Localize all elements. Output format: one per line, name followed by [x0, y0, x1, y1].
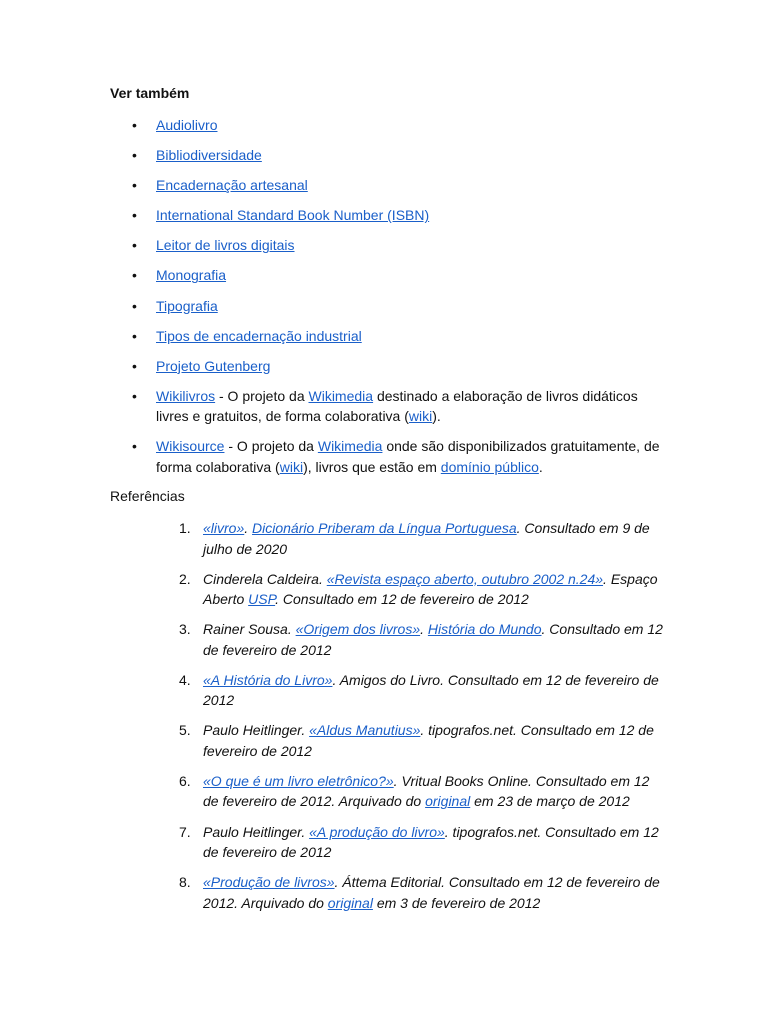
inline-link[interactable]: domínio público — [440, 458, 539, 475]
bullet-icon: • — [132, 207, 137, 224]
reference-item — [179, 670, 663, 711]
see-also-item — [132, 386, 666, 427]
bullet-icon: • — [132, 177, 137, 194]
reference-text: em 3 de fevereiro de 2012 — [372, 894, 541, 911]
see-also-heading: Ver também — [110, 85, 190, 101]
reference-link[interactable]: «O que é um livro eletrônico?» — [203, 772, 394, 789]
reference-number: 3. — [179, 621, 191, 638]
inline-link[interactable]: wiki — [279, 458, 304, 475]
see-also-link[interactable]: Encadernação artesanal — [156, 177, 308, 194]
see-also-link[interactable]: Wikisource — [156, 438, 225, 455]
bullet-icon: • — [132, 117, 137, 133]
reference-link[interactable]: original — [327, 894, 373, 911]
reference-number: 7. — [179, 823, 191, 840]
inline-link[interactable]: Wikimedia — [308, 387, 374, 404]
see-also-item — [132, 115, 666, 136]
reference-text: em 23 de março de 2012 — [470, 793, 630, 810]
see-also-item — [132, 296, 666, 317]
inline-link[interactable]: wiki — [408, 408, 433, 425]
see-also-link[interactable]: Tipografia — [156, 297, 218, 314]
see-also-item — [132, 175, 666, 196]
see-also-item — [132, 205, 666, 226]
item-text: - O projeto da — [224, 438, 318, 455]
reference-text: . Espaço Aberto — [203, 570, 658, 608]
see-also-link[interactable]: International Standard Book Number (ISBN) — [156, 207, 430, 224]
reference-text: . Amigos do Livro. Consultado em 12 de fevereiro de 2012 — [203, 671, 659, 709]
reference-item — [179, 872, 663, 913]
reference-link[interactable]: «livro» — [203, 520, 245, 536]
bullet-icon: • — [132, 327, 137, 344]
reference-text: Paulo Heitlinger. — [203, 722, 310, 739]
reference-item — [179, 569, 663, 610]
item-text: destinado a elaboração de livros didáticos livres e gratuitos, de forma colaborativa ( — [156, 387, 638, 425]
reference-text: . — [420, 621, 428, 638]
reference-text: Cinderela Caldeira. — [203, 570, 327, 587]
reference-item — [179, 518, 663, 559]
see-also-link[interactable]: Monografia — [156, 267, 227, 284]
see-also-item — [132, 145, 666, 166]
reference-link[interactable]: História do Mundo — [427, 621, 542, 638]
reference-link[interactable]: Dicionário Priberam da Língua Portuguesa — [252, 520, 517, 536]
reference-text: . Consultado em 9 de julho de 2020 — [203, 520, 650, 557]
bullet-icon: • — [132, 357, 137, 374]
see-also-link[interactable]: Audiolivro — [156, 117, 218, 133]
reference-number: 6. — [179, 772, 191, 789]
see-also-link[interactable]: Wikilivros — [156, 387, 216, 404]
reference-text: Paulo Heitlinger. — [203, 823, 310, 840]
bullet-icon: • — [132, 387, 137, 404]
reference-item — [179, 720, 663, 761]
see-also-item — [132, 265, 666, 286]
see-also-link[interactable]: Bibliodiversidade — [156, 147, 262, 164]
reference-text: . — [244, 520, 253, 536]
reference-link[interactable]: «Aldus Manutius» — [309, 722, 421, 739]
see-also-item — [132, 326, 666, 347]
item-text: - O projeto da — [215, 387, 309, 404]
reference-link[interactable]: original — [425, 793, 471, 810]
see-also-link[interactable]: Leitor de livros digitais — [156, 237, 295, 254]
bullet-icon: • — [132, 438, 137, 455]
reference-item — [179, 822, 663, 863]
reference-number: 2. — [179, 570, 191, 587]
reference-number: 5. — [179, 722, 191, 739]
item-text: . — [538, 458, 543, 475]
bullet-icon: • — [132, 297, 137, 314]
see-also-item — [132, 235, 666, 256]
see-also-item — [132, 436, 666, 477]
references-list — [179, 518, 663, 923]
see-also-item — [132, 356, 666, 377]
reference-number: 8. — [179, 874, 191, 891]
see-also-link[interactable]: Tipos de encadernação industrial — [156, 327, 362, 344]
reference-text: . Consultado em 12 de fevereiro de 2012 — [275, 591, 529, 608]
bullet-icon: • — [132, 267, 137, 284]
reference-text: Rainer Sousa. — [203, 621, 296, 638]
see-also-link[interactable]: Projeto Gutenberg — [156, 357, 271, 374]
item-text: onde são disponibilizados gratuitamente, de forma colaborativa ( — [156, 438, 660, 475]
reference-item — [179, 619, 663, 660]
bullet-icon: • — [132, 147, 137, 164]
reference-text: . tipografos.net. Consultado em 12 de fevereiro de 2012 — [203, 823, 659, 861]
reference-link[interactable]: «Revista espaço aberto, outubro 2002 n.24» — [326, 570, 604, 587]
item-text: ). — [432, 408, 441, 425]
reference-text: . Consultado em 12 de fevereiro de 2012 — [203, 621, 663, 658]
reference-link[interactable]: «Origem dos livros» — [295, 621, 421, 638]
item-text: ), livros que estão em — [303, 458, 441, 475]
reference-item — [179, 771, 663, 812]
bullet-icon: • — [132, 237, 137, 254]
see-also-list — [132, 115, 666, 487]
reference-text: . tipografos.net. Consultado em 12 de fevereiro de 2012 — [203, 722, 654, 759]
reference-link[interactable]: «A produção do livro» — [309, 823, 445, 840]
reference-number: 1. — [179, 520, 191, 536]
reference-link[interactable]: «A História do Livro» — [203, 671, 333, 688]
reference-link[interactable]: «Produção de livros» — [203, 874, 335, 891]
inline-link[interactable]: Wikimedia — [317, 438, 383, 455]
reference-link[interactable]: USP — [248, 591, 276, 608]
reference-number: 4. — [179, 671, 191, 688]
references-heading: Referências — [110, 488, 185, 504]
reference-text: . Áttema Editorial. Consultado em 12 de fevereiro de 2012. Arquivado do — [203, 874, 660, 911]
reference-text: . Vritual Books Online. Consultado em 12 de fevereiro de 2012. Arquivado do — [203, 772, 650, 810]
